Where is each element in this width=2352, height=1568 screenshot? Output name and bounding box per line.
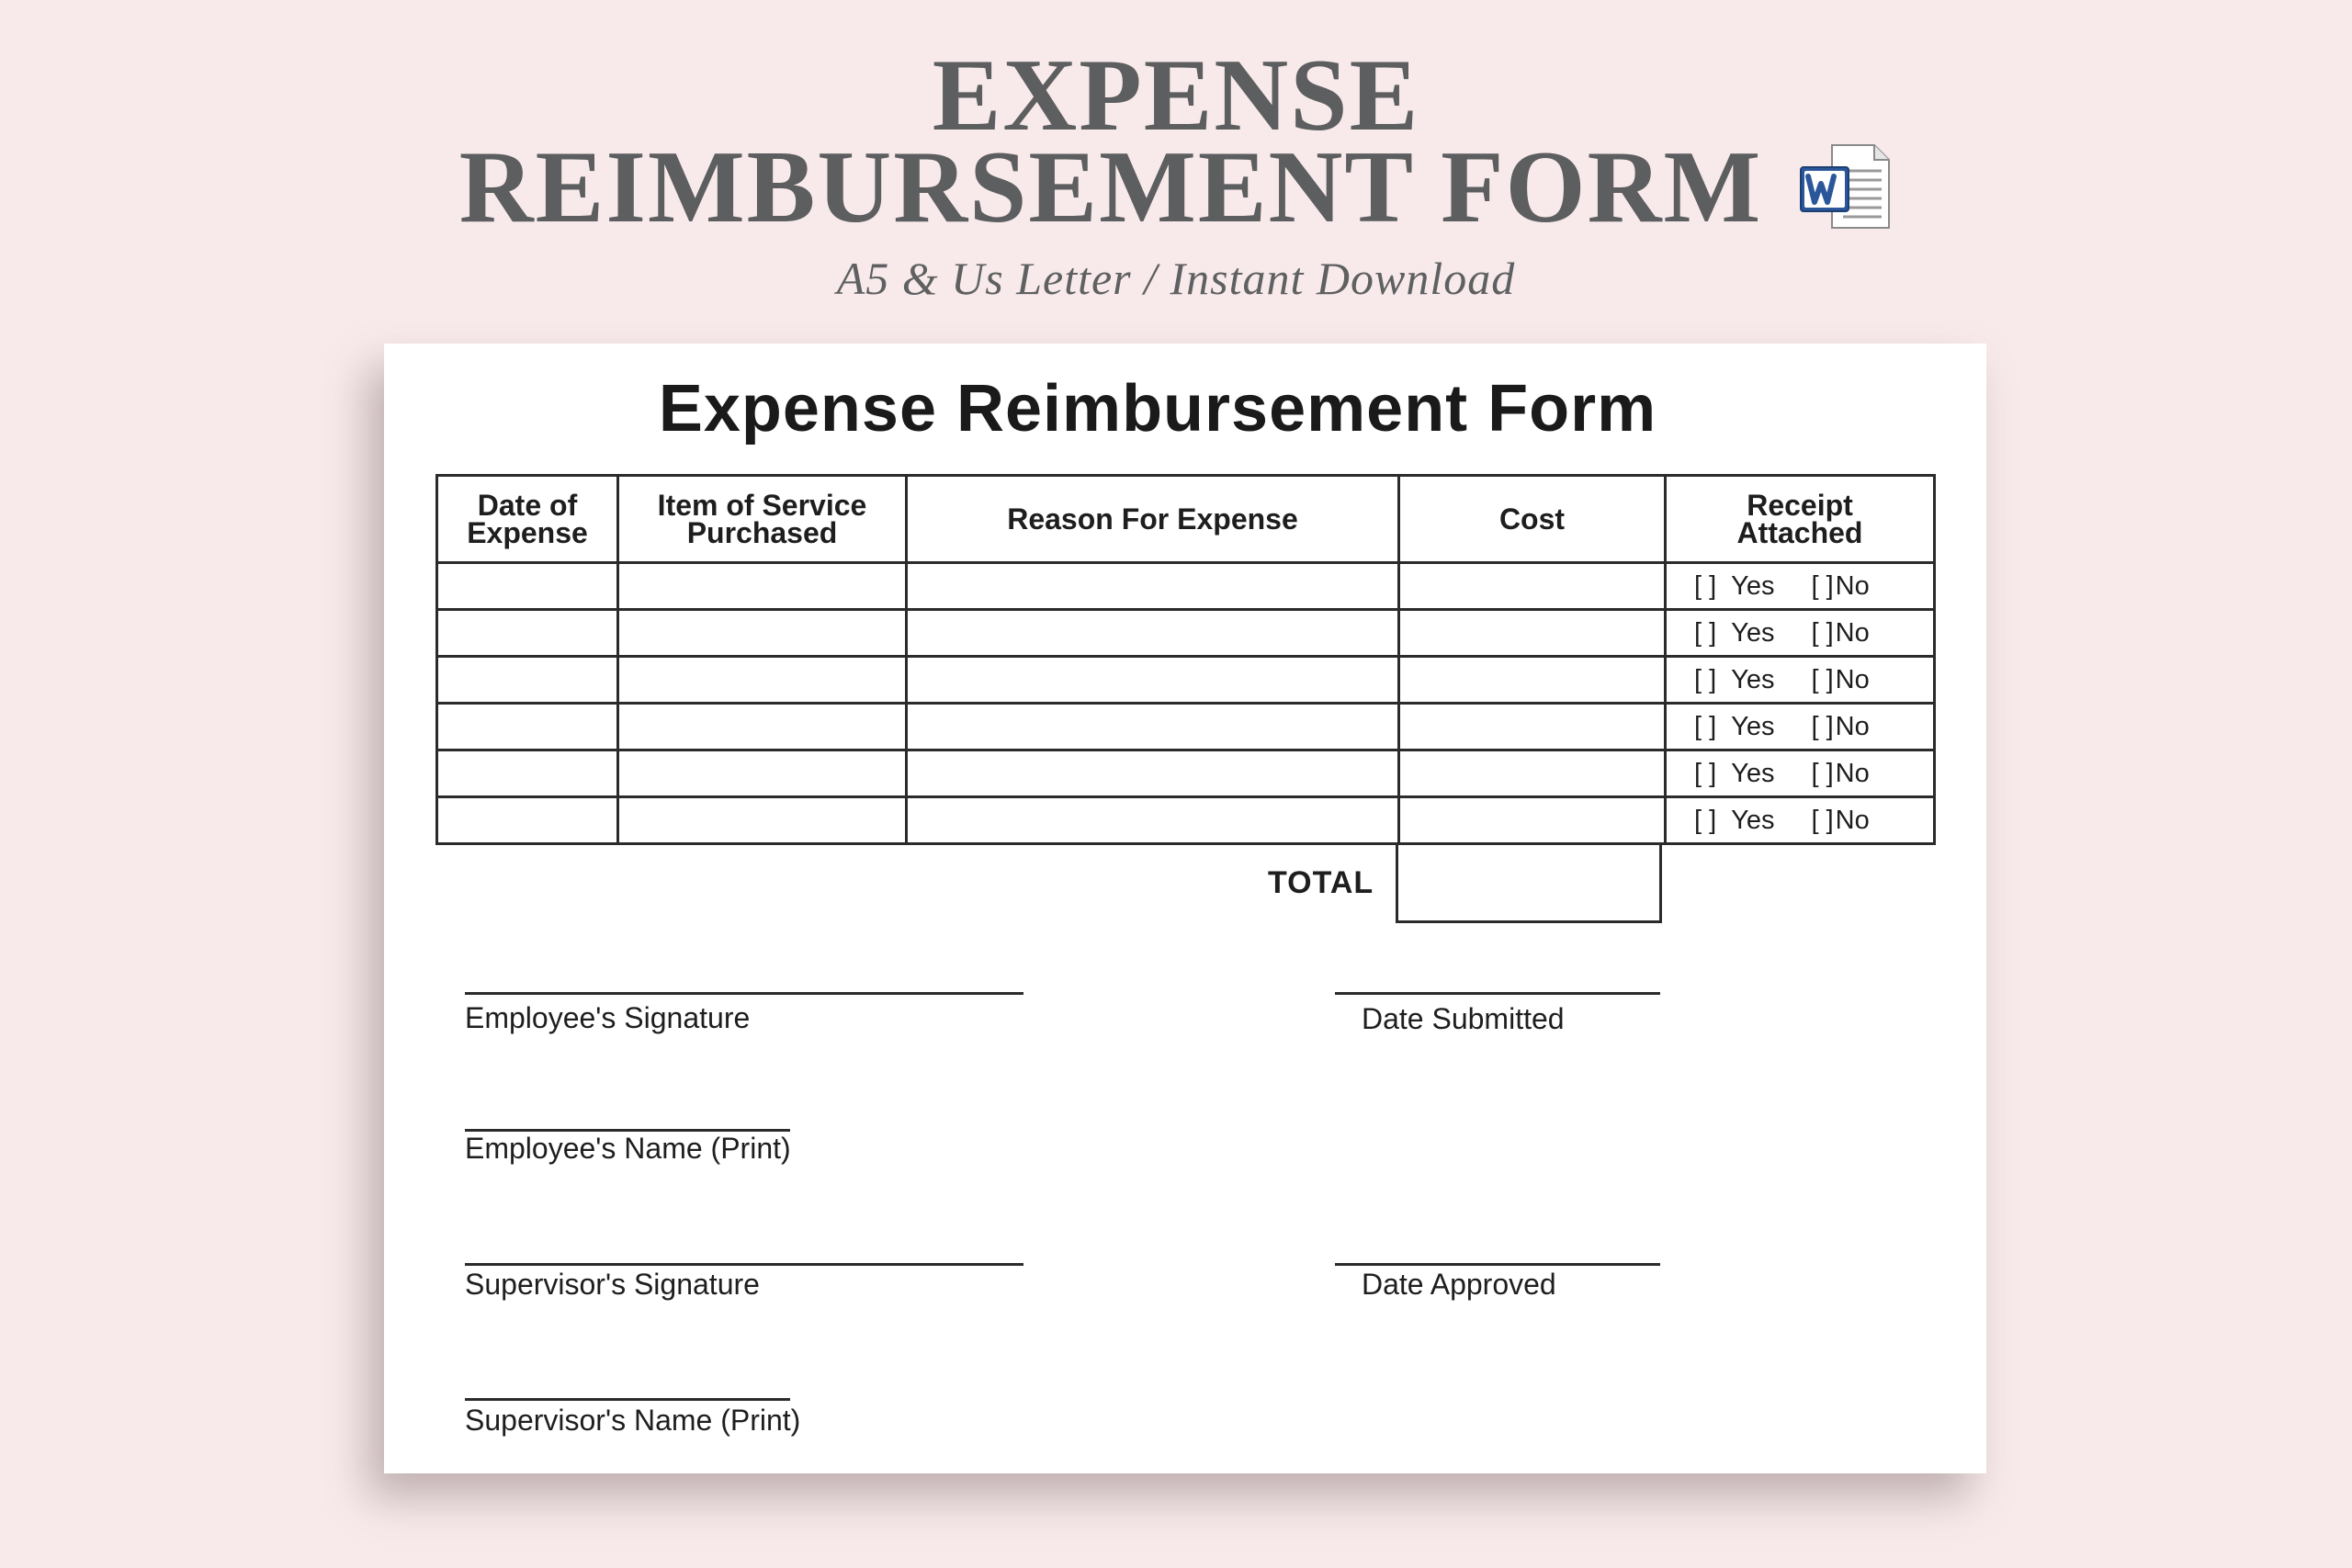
receipt-no-checkbox[interactable]: [ ] (1811, 570, 1834, 601)
receipt-no-checkbox[interactable]: [ ] (1811, 617, 1834, 648)
cost-cell[interactable] (1399, 563, 1666, 610)
date-approved-label: Date Approved (1362, 1268, 1556, 1301)
item-cell[interactable] (618, 563, 907, 610)
date-approved-line[interactable] (1335, 1263, 1660, 1266)
receipt-yes-checkbox[interactable]: [ ] (1694, 711, 1717, 741)
receipt-no-label: No (1835, 711, 1870, 741)
date-cell[interactable] (437, 797, 618, 844)
receipt-no-checkbox[interactable]: [ ] (1811, 664, 1834, 694)
receipt-cell (1666, 610, 1935, 657)
receipt-yes-label: Yes (1731, 664, 1775, 694)
reason-cell[interactable] (907, 704, 1399, 750)
receipt-no-checkbox[interactable]: [ ] (1811, 711, 1834, 741)
receipt-no-label: No (1835, 805, 1870, 835)
supervisor-name-label: Supervisor's Name (Print) (465, 1404, 801, 1437)
cost-cell[interactable] (1399, 704, 1666, 750)
employee-signature-line[interactable] (465, 992, 1023, 995)
receipt-no-label: No (1835, 664, 1870, 694)
promo-title-row (0, 129, 2352, 246)
date-submitted-line[interactable] (1335, 992, 1660, 995)
total-label: TOTAL (1268, 865, 1374, 900)
expense-table (435, 474, 1936, 845)
date-cell[interactable] (437, 657, 618, 704)
date-cell[interactable] (437, 610, 618, 657)
receipt-cell (1666, 657, 1935, 704)
form-sheet (384, 344, 1986, 1473)
item-cell[interactable] (618, 610, 907, 657)
receipt-cell (1666, 797, 1935, 844)
table-row (437, 750, 1935, 797)
column-header-reason: Reason For Expense (907, 476, 1399, 563)
receipt-no-label: No (1835, 570, 1870, 601)
receipt-cell (1666, 750, 1935, 797)
table-header-row (437, 476, 1935, 563)
column-header-item: Item of Service Purchased (618, 476, 907, 563)
reason-cell[interactable] (907, 750, 1399, 797)
receipt-yes-label: Yes (1731, 617, 1775, 648)
item-cell[interactable] (618, 797, 907, 844)
table-row (437, 704, 1935, 750)
date-cell[interactable] (437, 563, 618, 610)
table-body (437, 563, 1935, 844)
column-header-date: Date of Expense (437, 476, 618, 563)
cost-cell[interactable] (1399, 610, 1666, 657)
item-cell[interactable] (618, 704, 907, 750)
employee-name-label: Employee's Name (Print) (465, 1132, 791, 1165)
total-input[interactable] (1396, 842, 1662, 923)
supervisor-signature-label: Supervisor's Signature (465, 1268, 760, 1301)
receipt-cell (1666, 704, 1935, 750)
receipt-yes-label: Yes (1731, 570, 1775, 601)
promo-title-line1: EXPENSE (932, 39, 1420, 152)
promo-subtitle: A5 & Us Letter / Instant Download (836, 253, 1516, 304)
employee-signature-label: Employee's Signature (465, 1001, 751, 1034)
reason-cell[interactable] (907, 657, 1399, 704)
receipt-cell (1666, 563, 1935, 610)
cost-cell[interactable] (1399, 657, 1666, 704)
receipt-no-checkbox[interactable]: [ ] (1811, 758, 1834, 788)
cost-cell[interactable] (1399, 797, 1666, 844)
table-row (437, 563, 1935, 610)
receipt-yes-checkbox[interactable]: [ ] (1694, 617, 1717, 648)
cost-cell[interactable] (1399, 750, 1666, 797)
reason-cell[interactable] (907, 610, 1399, 657)
receipt-no-label: No (1835, 758, 1870, 788)
date-submitted-label: Date Submitted (1362, 1002, 1565, 1035)
receipt-yes-checkbox[interactable]: [ ] (1694, 805, 1717, 835)
column-header-cost: Cost (1399, 476, 1666, 563)
supervisor-signature-line[interactable] (465, 1263, 1023, 1266)
receipt-yes-checkbox[interactable]: [ ] (1694, 664, 1717, 694)
supervisor-name-line[interactable] (465, 1398, 790, 1401)
receipt-yes-checkbox[interactable]: [ ] (1694, 570, 1717, 601)
receipt-yes-label: Yes (1731, 805, 1775, 835)
receipt-no-label: No (1835, 617, 1870, 648)
receipt-yes-label: Yes (1731, 758, 1775, 788)
promo-title-line2: REIMBURSEMENT FORM (458, 130, 1763, 244)
date-cell[interactable] (437, 750, 618, 797)
table-row (437, 797, 1935, 844)
receipt-yes-checkbox[interactable]: [ ] (1694, 758, 1717, 788)
receipt-yes-label: Yes (1731, 711, 1775, 741)
date-cell[interactable] (437, 704, 618, 750)
receipt-no-checkbox[interactable]: [ ] (1811, 805, 1834, 835)
reason-cell[interactable] (907, 797, 1399, 844)
reason-cell[interactable] (907, 563, 1399, 610)
table-row (437, 657, 1935, 704)
item-cell[interactable] (618, 657, 907, 704)
item-cell[interactable] (618, 750, 907, 797)
form-title: Expense Reimbursement Form (658, 372, 1657, 446)
table-row (437, 610, 1935, 657)
word-document-icon (1797, 140, 1893, 235)
column-header-receipt: Receipt Attached (1666, 476, 1935, 563)
